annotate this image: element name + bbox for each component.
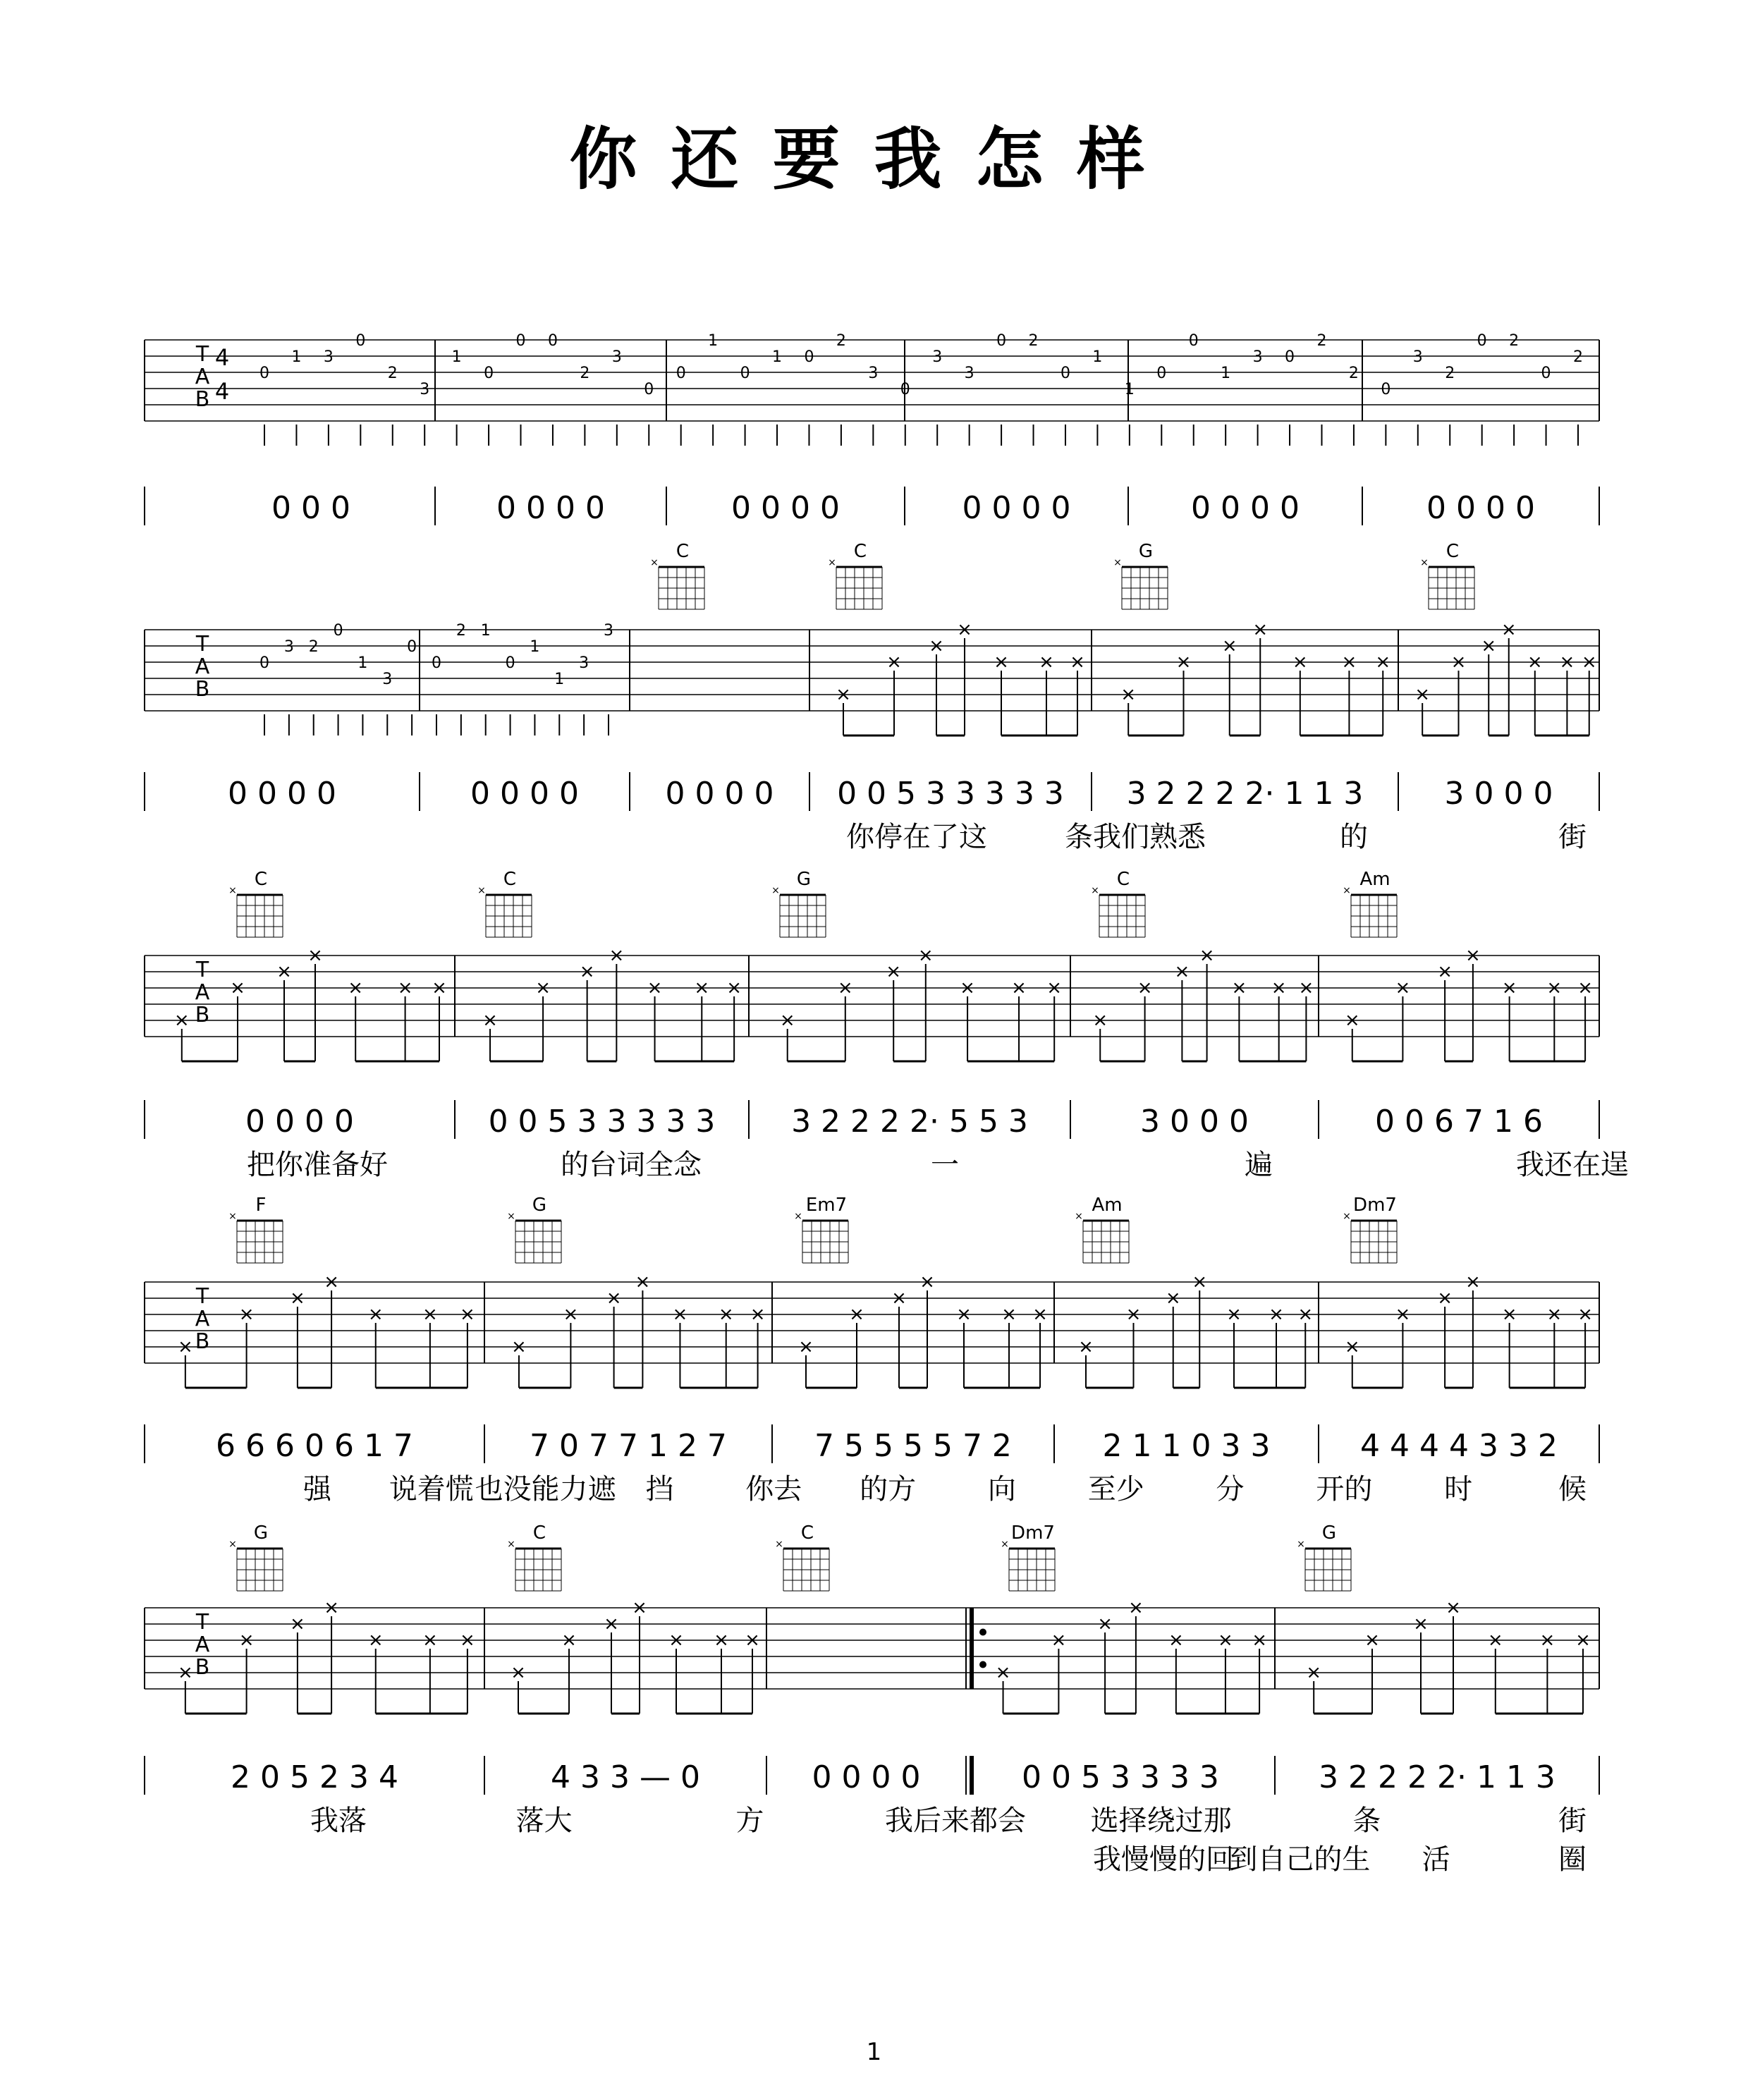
time-signature-bottom: 4 [214, 378, 230, 405]
numbered-notation-measure: 2 1 1 0 3 3 [1102, 1428, 1271, 1464]
lyric-text: 我落 [310, 1805, 367, 1837]
chord-name: C [1446, 541, 1460, 562]
tab-number: 1 [772, 348, 783, 366]
chord-diagram-mute: × [228, 1211, 237, 1222]
strum-mark: × [290, 1288, 305, 1309]
chord-name: C [800, 1522, 814, 1544]
strum-mark: × [511, 1336, 527, 1357]
strum-mark: × [1271, 977, 1287, 999]
tab-clef-a: A [195, 365, 210, 389]
chord-diagram-mute: × [794, 1211, 802, 1222]
tab-number: 0 [515, 332, 526, 350]
strum-mark: × [726, 977, 742, 999]
strum-mark: × [1546, 977, 1563, 999]
strum-mark: × [1487, 1630, 1503, 1651]
strum-mark: × [422, 1630, 438, 1651]
strum-mark: × [714, 1630, 729, 1651]
numbered-notation-measure: 3 2 2 2 2· 1 1 3 [1319, 1759, 1556, 1795]
strum-mark: × [919, 1271, 935, 1293]
tab-clef-t: T [195, 632, 209, 657]
strum-mark: × [1011, 977, 1027, 999]
strum-mark: × [957, 619, 972, 640]
chord-diagram-mute: × [507, 1211, 515, 1222]
lyric-text: 挡 [645, 1473, 674, 1506]
strum-mark: × [1375, 652, 1391, 673]
tab-number: 0 [1541, 365, 1551, 382]
lyric-text: 向 [987, 1473, 1016, 1506]
strum-mark: × [1501, 1304, 1517, 1325]
strum-mark: × [798, 1336, 814, 1357]
strum-mark: × [1070, 652, 1085, 673]
strum-mark: × [1395, 977, 1411, 999]
strum-mark: × [718, 1304, 734, 1325]
chord-name: C [676, 541, 690, 562]
chord-diagram-mute: × [1113, 557, 1122, 568]
tab-clef-a: A [195, 654, 210, 679]
strum-mark: × [276, 961, 292, 982]
tab-number: 0 [505, 654, 515, 672]
chord-name: C [853, 541, 867, 562]
strum-mark: × [1364, 1630, 1380, 1651]
time-signature-top: 4 [214, 344, 230, 371]
strum-mark: × [1221, 635, 1237, 657]
strum-mark: × [460, 1304, 475, 1325]
numbered-notation-measure: 0 0 0 0 [1426, 490, 1535, 526]
strum-mark: × [1450, 652, 1467, 673]
chord-diagram-mute: × [1075, 1211, 1083, 1222]
strum-mark: × [635, 1271, 651, 1293]
tab-number: 2 [387, 365, 398, 382]
tab-number: 0 [259, 365, 269, 382]
tab-clef-t: T [195, 958, 209, 982]
strum-mark: × [917, 945, 934, 966]
page-number: 1 [866, 2038, 882, 2066]
tab-number: 1 [291, 348, 302, 366]
tab-number: 0 [547, 332, 558, 350]
numbered-notation-measure: 0 0 6 7 1 6 [1375, 1104, 1543, 1140]
chord-name: G [1138, 541, 1154, 562]
numbered-notation-measure: 0 0 5 3 3 3 3 3 [837, 776, 1064, 812]
lyric-text-line2: 活 [1422, 1843, 1450, 1876]
lyric-text: 你停在了这 [846, 821, 987, 853]
strum-mark: × [307, 945, 323, 966]
numbered-notation-measure: 4 4 4 4 3 3 2 [1360, 1428, 1558, 1464]
tab-number: 2 [1028, 332, 1039, 350]
strum-mark: × [1252, 619, 1269, 640]
strum-mark: × [1414, 684, 1431, 705]
strum-mark: × [891, 1288, 907, 1309]
tab-number: 3 [1412, 348, 1423, 366]
tab-number: 2 [836, 332, 846, 350]
tab-number: 0 [1381, 381, 1391, 398]
strum-mark: × [1481, 635, 1497, 657]
numbered-notation-measure: 0 0 0 0 [228, 776, 336, 812]
strum-mark: × [511, 1662, 526, 1683]
chord-name: Dm7 [1353, 1195, 1397, 1216]
strum-mark: × [397, 977, 413, 999]
tab-number: 0 [1156, 365, 1167, 382]
strum-mark: × [367, 1304, 384, 1325]
chord-name: G [532, 1195, 547, 1216]
strum-mark: × [324, 1271, 339, 1293]
lyric-text: 候 [1558, 1473, 1587, 1506]
repeat-dot [979, 1661, 986, 1668]
tab-number: 2 [456, 622, 466, 640]
numbered-notation-measure: 0 0 0 0 [731, 490, 840, 526]
chord-name: C [503, 869, 517, 890]
chord-diagram-mute: × [507, 1539, 515, 1550]
numbered-notation-measure: 3 0 0 0 [1140, 1104, 1249, 1140]
song-title: 你还要我怎样 [569, 119, 1179, 199]
strum-mark: × [1051, 1630, 1067, 1651]
tab-number: 2 [1348, 365, 1359, 382]
chord-diagram-mute: × [650, 557, 659, 568]
tab-number: 3 [382, 671, 393, 688]
strum-mark: × [694, 977, 710, 999]
strum-mark: × [956, 1304, 972, 1325]
tab-clef-t: T [195, 1284, 209, 1309]
strum-mark: × [177, 1662, 193, 1683]
strum-mark: × [1344, 1010, 1360, 1031]
chord-name: Am [1359, 869, 1391, 890]
lyric-text: 时 [1444, 1473, 1473, 1506]
strum-mark: × [290, 1613, 305, 1635]
strum-mark: × [173, 1010, 190, 1031]
strum-mark: × [561, 1630, 577, 1651]
strum-mark: × [422, 1304, 438, 1325]
strum-mark: × [886, 652, 902, 673]
tab-number: 0 [804, 348, 814, 366]
tab-number: 2 [308, 638, 319, 656]
tab-number: 2 [1509, 332, 1520, 350]
strum-mark: × [367, 1630, 384, 1651]
strum-mark: × [1269, 1304, 1284, 1325]
strum-mark: × [1168, 1630, 1184, 1651]
strum-mark: × [1581, 652, 1597, 673]
tab-number: 3 [420, 381, 430, 398]
lyric-text: 的台词全念 [561, 1149, 702, 1181]
tab-number: 0 [1285, 348, 1295, 366]
numbered-notation-measure: 0 0 0 0 [470, 776, 579, 812]
strum-mark: × [238, 1304, 255, 1325]
tab-clef-b: B [195, 677, 210, 702]
strum-mark: × [606, 1288, 622, 1309]
tab-clef-t: T [195, 342, 209, 367]
strum-mark: × [1199, 945, 1215, 966]
tab-number: 1 [1124, 381, 1135, 398]
strum-mark: × [1577, 977, 1593, 999]
numbered-notation-measure: 0 0 0 0 [245, 1104, 354, 1140]
strum-mark: × [672, 1304, 688, 1325]
tab-number: 3 [283, 638, 294, 656]
tab-number: 3 [868, 365, 879, 382]
chord-diagram-mute: × [1343, 1211, 1351, 1222]
tab-number: 0 [900, 381, 910, 398]
lyric-text: 街 [1558, 1805, 1587, 1837]
tab-number: 1 [530, 638, 540, 656]
tab-clef-t: T [195, 1610, 209, 1635]
strum-mark: × [836, 684, 851, 705]
strum-mark: × [1501, 619, 1517, 640]
chord-name: G [796, 869, 812, 890]
numbered-notation-measure: 0 0 0 0 [962, 490, 1071, 526]
tab-number: 0 [1188, 332, 1199, 350]
strum-mark: × [609, 945, 625, 966]
chord-name: C [532, 1522, 546, 1544]
numbered-notation-measure: 3 2 2 2 2· 1 1 3 [1126, 776, 1364, 812]
strum-mark: × [1575, 1630, 1591, 1651]
lyric-text-line2: 到自己的生 [1229, 1843, 1371, 1876]
strum-mark: × [1137, 977, 1153, 999]
chord-diagram-mute: × [1343, 885, 1351, 896]
numbered-notation-measure: 0 0 5 3 3 3 3 [1022, 1759, 1219, 1795]
tab-number: 1 [1092, 348, 1103, 366]
numbered-notation-measure: 0 0 0 0 [812, 1759, 921, 1795]
strum-mark: × [1577, 1304, 1593, 1325]
strum-mark: × [1501, 977, 1517, 999]
tab-clef-b: B [195, 1655, 210, 1680]
strum-mark: × [1413, 1613, 1429, 1635]
chord-name: C [254, 869, 268, 890]
strum-mark: × [995, 1662, 1011, 1683]
tab-number: 0 [259, 654, 269, 672]
strum-mark: × [745, 1630, 760, 1651]
strum-mark: × [1252, 1630, 1267, 1651]
strum-mark: × [779, 1010, 795, 1031]
strum-mark: × [1128, 1597, 1144, 1618]
strum-mark: × [1297, 1304, 1314, 1325]
strum-mark: × [1174, 961, 1190, 982]
repeat-dot [979, 1629, 986, 1636]
tab-number: 0 [740, 365, 750, 382]
strum-mark: × [837, 977, 853, 999]
strum-mark: × [535, 977, 551, 999]
strum-mark: × [177, 1336, 193, 1357]
lyric-text: 也没能力遮 [475, 1473, 616, 1506]
tab-number: 3 [604, 622, 613, 640]
chord-diagram-mute: × [1091, 885, 1099, 896]
tab-number: 0 [676, 365, 686, 382]
strum-mark: × [1092, 1010, 1108, 1031]
strum-mark: × [929, 635, 944, 657]
tab-number: 0 [407, 638, 417, 656]
tab-number: 1 [357, 654, 368, 672]
chord-diagram-mute: × [1420, 557, 1429, 568]
chord-diagram-mute: × [477, 885, 486, 896]
chord-diagram-mute: × [775, 1539, 783, 1550]
strum-mark: × [230, 977, 245, 999]
strum-mark: × [1344, 1336, 1360, 1357]
strum-mark: × [1046, 977, 1063, 999]
tab-number: 0 [432, 654, 441, 672]
tab-number: 1 [708, 332, 719, 350]
strum-mark: × [1097, 1613, 1113, 1635]
tab-number: 3 [579, 654, 589, 672]
strum-mark: × [1465, 1271, 1481, 1293]
strum-mark: × [1539, 1630, 1556, 1651]
tab-number: 1 [1221, 365, 1231, 382]
chord-name: F [255, 1195, 267, 1216]
strum-mark: × [604, 1613, 619, 1635]
tab-number: 3 [932, 348, 943, 366]
numbered-notation-measure: 6 6 6 0 6 1 7 [216, 1428, 413, 1464]
strum-mark: × [1395, 1304, 1411, 1325]
strum-mark: × [482, 1010, 498, 1031]
numbered-notation-measure: 2 0 5 2 3 4 [231, 1759, 398, 1795]
chord-diagram-mute: × [771, 885, 780, 896]
tab-number: 3 [323, 348, 334, 366]
lyric-text: 一 [931, 1149, 959, 1181]
numbered-notation-measure: 3 0 0 0 [1444, 776, 1553, 812]
strum-mark: × [1078, 1336, 1094, 1357]
strum-mark: × [886, 961, 902, 982]
lyric-text: 强 [303, 1473, 331, 1506]
tab-number: 2 [1316, 332, 1327, 350]
strum-mark: × [1437, 961, 1453, 982]
strum-mark: × [1032, 1304, 1048, 1325]
strum-mark: × [460, 1630, 475, 1651]
strum-mark: × [1341, 652, 1357, 673]
strum-mark: × [1192, 1271, 1208, 1293]
lyric-text: 开的 [1316, 1473, 1373, 1506]
chord-diagram-mute: × [228, 885, 237, 896]
strum-mark: × [1120, 684, 1137, 705]
lyric-text-line2: 我慢慢的回 [1093, 1843, 1234, 1876]
strum-mark: × [563, 1304, 579, 1325]
tab-number: 2 [1573, 348, 1583, 366]
tab-number: 3 [611, 348, 622, 366]
strum-mark: × [1527, 652, 1543, 673]
chord-diagram-mute: × [228, 1539, 237, 1550]
numbered-notation-measure: 7 0 7 7 1 2 7 [530, 1428, 727, 1464]
strum-mark: × [1001, 1304, 1017, 1325]
tab-clef-a: A [195, 1632, 210, 1657]
tab-clef-b: B [195, 387, 210, 412]
chord-name: C [1116, 869, 1130, 890]
strum-mark: × [1465, 945, 1481, 966]
strum-mark: × [1165, 1288, 1181, 1309]
lyric-text: 我后来都会 [885, 1805, 1026, 1837]
tab-number: 0 [1060, 365, 1070, 382]
chord-name: Em7 [805, 1195, 848, 1216]
chord-diagram-mute: × [1297, 1539, 1305, 1550]
lyric-text: 选择绕过那 [1090, 1805, 1232, 1837]
chord-name: G [253, 1522, 269, 1544]
tab-clef-a: A [195, 1307, 210, 1331]
strum-mark: × [348, 977, 364, 999]
strum-mark: × [1125, 1304, 1142, 1325]
tab-number: 3 [964, 365, 974, 382]
numbered-notation-measure: 0 0 0 0 [665, 776, 774, 812]
strum-mark: × [1559, 652, 1575, 673]
lyric-text: 落大 [515, 1805, 573, 1837]
lyric-text: 你去 [745, 1473, 802, 1506]
strum-mark: × [1218, 1630, 1233, 1651]
tab-number: 1 [554, 671, 565, 688]
strum-mark: × [750, 1304, 766, 1325]
numbered-notation-measure: 0 0 5 3 3 3 3 3 [488, 1104, 716, 1140]
numbered-notation-measure: 4 3 3 — 0 [551, 1759, 700, 1795]
strum-mark: × [647, 977, 663, 999]
chord-diagram-mute: × [828, 557, 836, 568]
lyric-text: 的方 [860, 1473, 917, 1506]
tab-clef-b: B [195, 1329, 210, 1354]
strum-mark: × [668, 1630, 684, 1651]
lyric-text: 方 [735, 1805, 764, 1837]
lyric-text: 的 [1340, 821, 1368, 853]
strum-mark: × [1231, 977, 1247, 999]
tab-number: 3 [1252, 348, 1263, 366]
numbered-notation-measure: 0 0 0 0 [496, 490, 605, 526]
tab-clef-b: B [195, 1003, 210, 1027]
numbered-notation-measure: 7 5 5 5 5 7 2 [814, 1428, 1012, 1464]
strum-mark: × [1546, 1304, 1563, 1325]
tab-number: 1 [451, 348, 462, 366]
lyric-text: 遍 [1245, 1149, 1273, 1181]
tab-number: 0 [484, 365, 494, 382]
tab-number: 0 [644, 381, 654, 398]
strum-mark: × [1306, 1662, 1322, 1683]
tab-number: 2 [1445, 365, 1455, 382]
lyric-text: 街 [1558, 821, 1587, 853]
lyric-text: 说着慌 [389, 1473, 474, 1506]
lyric-text: 至少 [1087, 1473, 1144, 1506]
strum-mark: × [1292, 652, 1308, 673]
strum-mark: × [1437, 1288, 1453, 1309]
numbered-notation-measure: 3 2 2 2 2· 5 5 3 [791, 1104, 1028, 1140]
tab-number: 0 [355, 332, 366, 350]
strum-mark: × [632, 1597, 647, 1618]
lyric-text: 条我们熟悉 [1065, 821, 1206, 853]
lyric-text-line2: 圈 [1558, 1843, 1587, 1876]
strum-mark: × [960, 977, 975, 999]
chord-name: Am [1092, 1195, 1123, 1216]
numbered-notation-measure: 0 0 0 0 [1191, 490, 1300, 526]
strum-mark: × [579, 961, 595, 982]
strum-mark: × [324, 1597, 339, 1618]
chord-name: G [1321, 1522, 1337, 1544]
strum-mark: × [1175, 652, 1192, 673]
lyric-text: 我还在逞 [1516, 1149, 1629, 1181]
tab-number: 2 [580, 365, 590, 382]
tab-number: 0 [996, 332, 1007, 350]
strum-mark: × [849, 1304, 864, 1325]
tab-number: 1 [480, 622, 491, 640]
tab-number: 0 [333, 622, 343, 640]
strum-mark: × [1298, 977, 1314, 999]
tab-number: 0 [1477, 332, 1487, 350]
chord-name: Dm7 [1011, 1522, 1055, 1544]
strum-mark: × [1226, 1304, 1242, 1325]
chord-diagram-mute: × [1001, 1539, 1009, 1550]
strum-mark: × [994, 652, 1009, 673]
tab-clef-a: A [195, 980, 210, 1005]
strum-mark: × [1039, 652, 1054, 673]
numbered-notation-measure: 0 0 0 [271, 490, 350, 526]
strum-mark: × [432, 977, 447, 999]
lyric-text: 把你准备好 [247, 1149, 388, 1181]
lyric-text: 分 [1216, 1473, 1245, 1506]
lyric-text: 条 [1352, 1805, 1381, 1837]
strum-mark: × [1446, 1597, 1461, 1618]
strum-mark: × [238, 1630, 255, 1651]
